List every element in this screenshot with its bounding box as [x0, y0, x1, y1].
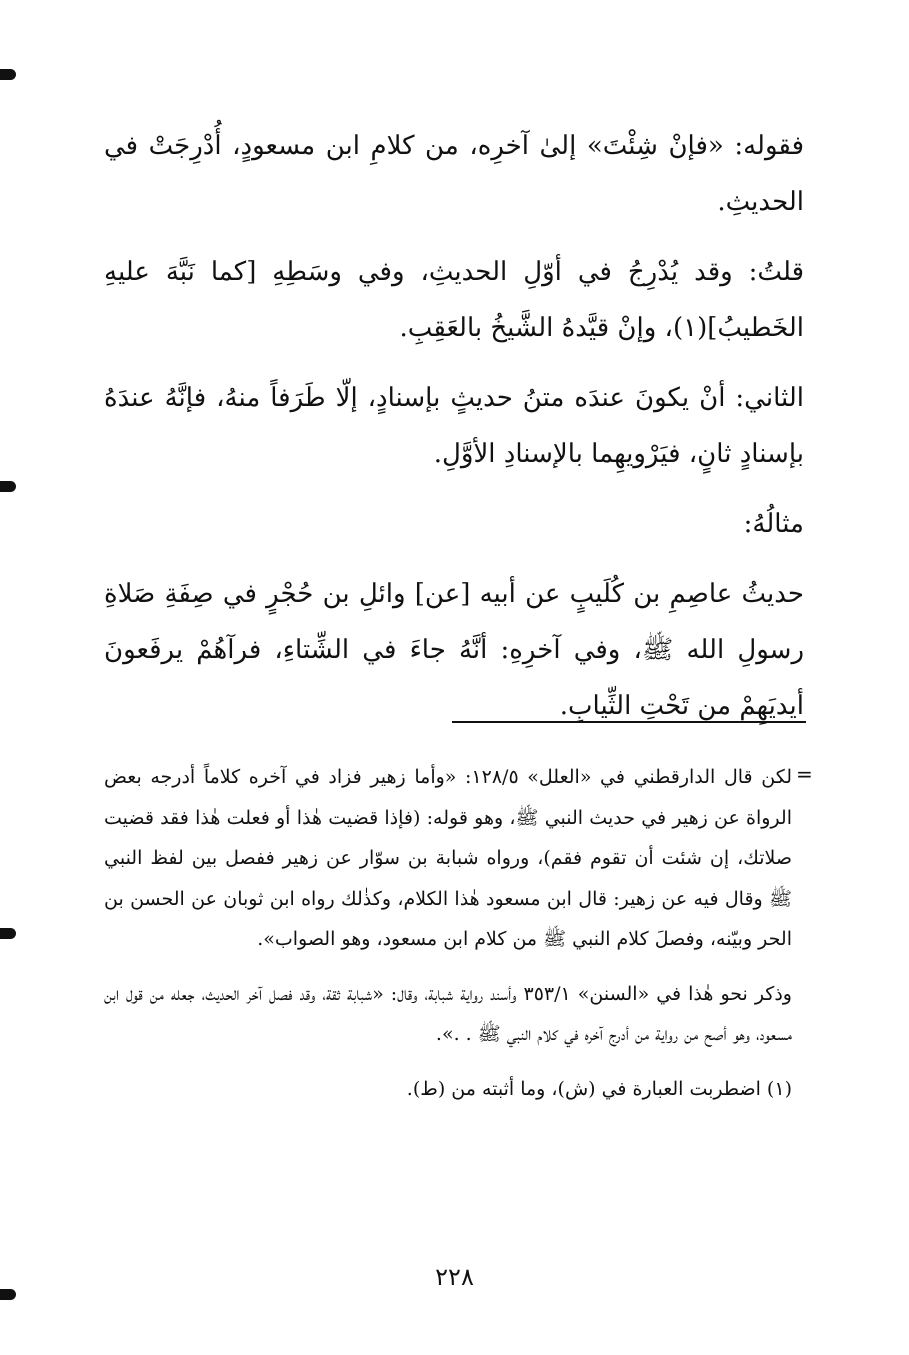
- paragraph-quote-ending: فقوله: «فإنْ شِئْتَ» إلىٰ آخرِه، من كلامِ ابن مسعودٍ، أُدْرِجَتْ في الحديثِ.: [104, 131, 804, 217]
- footnote-continuation-mark: =: [796, 762, 813, 786]
- footnote-1: (١) اضطربت العبارة في (ش)، وما أثبته من (ط).: [406, 1077, 792, 1100]
- page-number: ٢٢٨: [435, 1263, 474, 1291]
- footnote-continuation-2: وذكر نحو هٰذا في «السنن» ٣٥٣/١ وأسند رواية شبابة، وقال: «شبابة ثقة، وقد فصل آخر الحديث، جعله من قول ابن مسعود، وهو أصح من رواية من أدرج آخره في كلام النبي ﷺ . .».: [104, 982, 792, 1045]
- scan-edge-mark: [0, 69, 16, 80]
- footnote-separator: [452, 721, 806, 723]
- paragraph-second-type: الثاني: أنْ يكونَ عندَه متنُ حديثٍ بإسنادٍ، إلّا طَرَفاً منهُ، فإنَّهُ عندَهُ بإسنادٍ ثانٍ، فيَرْويهِما بالإسنادِ الأوَّلِ.: [104, 383, 804, 469]
- scan-edge-mark: [0, 928, 16, 939]
- paragraph-qultu: قلتُ: وقد يُدْرِجُ في أوّلِ الحديثِ، وفي وسَطِهِ [كما نَبَّهَ عليهِ الخَطيبُ](١)، وإنْ قيَّدهُ الشَّيخُ بالعَقِبِ.: [104, 257, 804, 343]
- footnote-continuation-1: لكن قال الدارقطني في «العلل» ١٢٨/٥: «وأما زهير فزاد في آخره كلاماً أدرجه بعض الرواة عن زهير في حديث النبي ﷺ، وهو قوله: (فإذا قضيت هٰذا أو فعلت هٰذا فقد قضيت صلاتك، إن شئت أن تقوم فقم)، ورواه شبابة بن سوّار عن زهير ففصل بين لفظ النبي ﷺ وقال فيه عن زهير: قال ابن مسعود هٰذا الكلام، وكذٰلك رواه ابن ثوبان عن الحسن بن الحر وبيّنه، وفصلَ كلام النبي ﷺ من كلام ابن مسعود، وهو الصواب».: [104, 766, 792, 950]
- main-text: [104, 118, 804, 734]
- scan-edge-mark: [0, 481, 16, 492]
- paragraph-example-heading: مثالُهُ:: [743, 509, 804, 539]
- paragraph-example-hadith: حديثُ عاصِمِ بن كُلَيبٍ عن أبيه [عن] وائلِ بن حُجْرٍ في صِفَةِ صَلاةِ رسولِ الله ﷺ، وفي آخرِهِ: أنَّهُ جاءَ في الشِّتاءِ، فرآهُمْ يرفَعونَ أيديَهِمْ من تَحْتِ الثِّيابِ.: [104, 579, 804, 721]
- footnotes: [104, 757, 792, 1109]
